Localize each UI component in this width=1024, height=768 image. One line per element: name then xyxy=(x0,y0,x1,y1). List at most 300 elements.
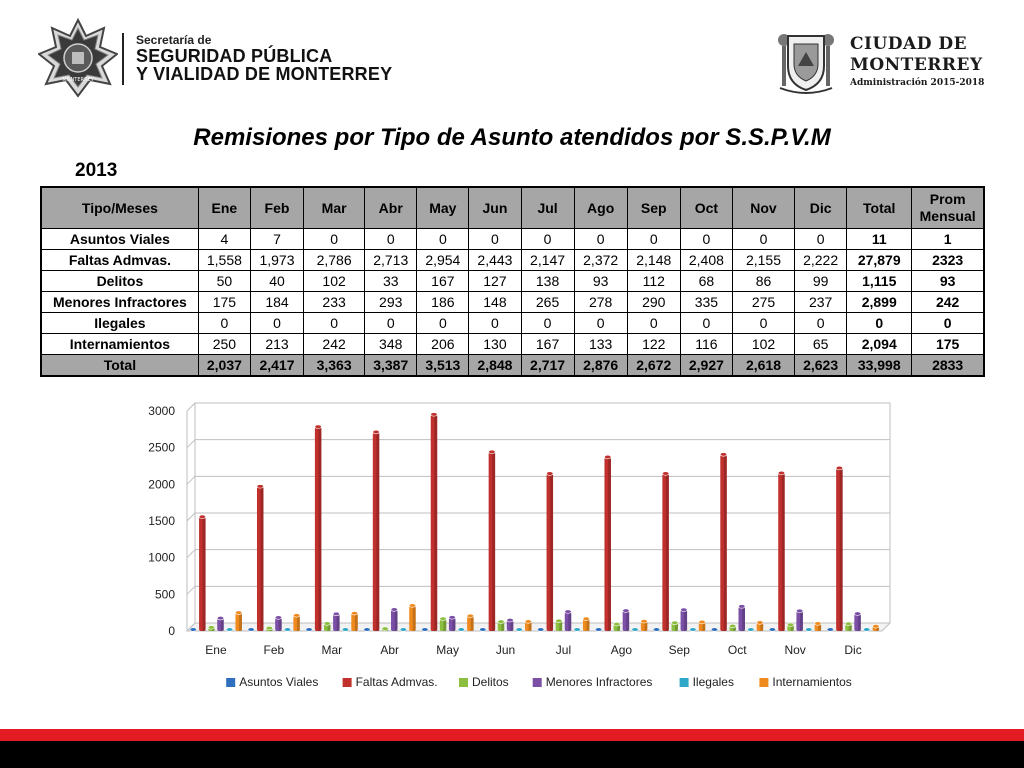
bar-shade xyxy=(626,611,629,631)
bar-cap xyxy=(324,622,331,626)
bar-cap xyxy=(489,450,496,454)
bar-internamientos-abr xyxy=(409,604,416,631)
month-value-cell: 0 xyxy=(365,313,417,334)
bar-cap xyxy=(351,611,358,615)
prom-mensual-cell: 175 xyxy=(912,334,984,355)
table-header-cell: Feb xyxy=(250,187,303,229)
bar-internamientos-feb xyxy=(293,614,300,631)
bar-delitos-nov xyxy=(787,623,794,631)
gridline-diag xyxy=(187,403,195,411)
table-total-row xyxy=(41,355,984,377)
table-row xyxy=(41,229,984,250)
month-value-cell: 293 xyxy=(365,292,417,313)
month-value-cell: 138 xyxy=(521,271,574,292)
bar-cap xyxy=(440,617,447,621)
month-value-cell: 184 xyxy=(250,292,303,313)
table-header-cell: Jun xyxy=(469,187,521,229)
bar-faltas-admvas--jul xyxy=(547,472,554,631)
bar-asuntos-viales-feb xyxy=(248,628,255,632)
row-label-cell: Ilegales xyxy=(41,313,198,334)
bar-internamientos-sep xyxy=(699,620,706,631)
bar-menores-infractores-nov xyxy=(796,609,803,631)
month-value-cell: 175 xyxy=(198,292,250,313)
total-cell: 2,094 xyxy=(847,334,912,355)
x-tick-label: Mar xyxy=(321,643,343,657)
bar-cap xyxy=(778,471,785,475)
bar-delitos-feb xyxy=(266,626,273,631)
bar-cap xyxy=(873,624,880,628)
legend-swatch xyxy=(533,678,542,687)
bar-asuntos-viales-mar xyxy=(306,628,313,632)
bar-cap xyxy=(199,515,206,519)
table-header-cell: Mar xyxy=(304,187,365,229)
legend-swatch xyxy=(759,678,768,687)
bar-cap xyxy=(190,628,197,632)
bar-cap xyxy=(266,626,273,630)
month-value-cell: 233 xyxy=(304,292,365,313)
bar-cap xyxy=(293,614,300,618)
legend-label: Asuntos Viales xyxy=(239,675,319,689)
legend-swatch xyxy=(680,678,689,687)
bar-shade xyxy=(666,473,669,631)
bar-cap xyxy=(845,622,852,626)
bar-menores-infractores-ene xyxy=(217,616,224,631)
bar-faltas-admvas--jun xyxy=(489,450,496,631)
secretaria-line2: Y VIALIDAD DE MONTERREY xyxy=(136,64,393,84)
bar-cap xyxy=(827,628,834,632)
month-value-cell: 3,513 xyxy=(417,355,469,377)
row-label-cell: Asuntos Viales xyxy=(41,229,198,250)
month-value-cell: 0 xyxy=(732,229,794,250)
row-label-cell: Delitos xyxy=(41,271,198,292)
bar-menores-infractores-mar xyxy=(333,612,340,631)
y-tick-label: 500 xyxy=(154,587,175,602)
bar-menores-infractores-jun xyxy=(507,618,514,631)
footer-red-stripe xyxy=(0,729,1024,741)
bar-cap xyxy=(806,628,813,632)
month-value-cell: 65 xyxy=(795,334,847,355)
footer-black-band xyxy=(0,741,1024,768)
x-tick-label: Oct xyxy=(727,643,747,657)
table-row xyxy=(41,271,984,292)
bar-cap xyxy=(787,623,794,627)
bar-cap xyxy=(690,628,697,632)
month-value-cell: 3,387 xyxy=(365,355,417,377)
bar-asuntos-viales-ene xyxy=(190,628,197,632)
bar-cap xyxy=(498,620,505,624)
prom-mensual-cell: 0 xyxy=(912,313,984,334)
month-value-cell: 265 xyxy=(521,292,574,313)
month-value-cell: 0 xyxy=(198,313,250,334)
bar-cap xyxy=(217,616,224,620)
bar-shade xyxy=(261,486,264,631)
bar-ilegales-mar xyxy=(342,628,349,632)
bar-cap xyxy=(604,455,611,459)
bar-cap xyxy=(226,628,233,632)
bar-cap xyxy=(480,628,487,632)
police-star-badge-logo xyxy=(38,18,118,98)
month-value-cell: 102 xyxy=(732,334,794,355)
bar-cap xyxy=(275,616,282,620)
table-header-cell: Abr xyxy=(365,187,417,229)
bar-cap xyxy=(641,619,648,623)
bar-cap xyxy=(431,413,438,417)
ciudad-admin-text: Administración 2015-2018 xyxy=(850,78,985,88)
month-value-cell: 2,623 xyxy=(795,355,847,377)
month-value-cell: 0 xyxy=(680,313,732,334)
prom-mensual-cell: 1 xyxy=(912,229,984,250)
bar-delitos-mar xyxy=(324,622,331,631)
month-value-cell: 7 xyxy=(250,229,303,250)
x-tick-label: Nov xyxy=(784,643,806,657)
month-value-cell: 0 xyxy=(574,313,627,334)
month-value-cell: 2,717 xyxy=(521,355,574,377)
bar-cap xyxy=(565,610,572,614)
bar-cap xyxy=(854,612,861,616)
month-value-cell: 2,417 xyxy=(250,355,303,377)
bar-cap xyxy=(467,614,474,618)
bar-shade xyxy=(800,611,803,631)
month-value-cell: 122 xyxy=(627,334,680,355)
month-value-cell: 0 xyxy=(469,313,521,334)
month-value-cell: 127 xyxy=(469,271,521,292)
bar-cap xyxy=(863,628,870,632)
page-title: Remisiones por Tipo de Asunto atendidos por S.S.P.V.M xyxy=(193,124,831,151)
bar-shade xyxy=(608,457,611,631)
table-row xyxy=(41,250,984,271)
legend-label: Menores Infractores xyxy=(545,675,653,689)
bar-cap xyxy=(556,619,563,623)
bar-cap xyxy=(671,621,678,625)
month-value-cell: 40 xyxy=(250,271,303,292)
table-header-cell: Oct xyxy=(680,187,732,229)
bar-cap xyxy=(382,627,389,631)
total-cell: 11 xyxy=(847,229,912,250)
ciudad-line2: MONTERREY xyxy=(850,55,983,75)
bar-shade xyxy=(337,614,340,631)
bar-cap xyxy=(516,628,523,632)
month-value-cell: 102 xyxy=(304,271,365,292)
month-value-cell: 2,848 xyxy=(469,355,521,377)
table-header-cell: Prom Mensual xyxy=(912,187,984,229)
month-value-cell: 2,954 xyxy=(417,250,469,271)
bar-faltas-admvas--oct xyxy=(720,453,727,631)
month-value-cell: 0 xyxy=(574,229,627,250)
total-cell: 33,998 xyxy=(847,355,912,377)
bar-cap xyxy=(257,485,264,489)
bar-internamientos-jul xyxy=(583,617,590,631)
bar-shade xyxy=(297,615,300,631)
bar-internamientos-ene xyxy=(235,611,242,631)
bar-menores-infractores-ago xyxy=(623,609,630,631)
month-value-cell: 4 xyxy=(198,229,250,250)
bar-delitos-ene xyxy=(208,626,215,631)
bar-shade xyxy=(782,473,785,631)
month-value-cell: 186 xyxy=(417,292,469,313)
y-tick-label: 2000 xyxy=(148,477,175,492)
bar-cap xyxy=(235,611,242,615)
ciudad-line1: CIUDAD DE xyxy=(850,34,968,54)
bar-asuntos-viales-jul xyxy=(537,628,544,632)
month-value-cell: 2,713 xyxy=(365,250,417,271)
month-value-cell: 167 xyxy=(417,271,469,292)
bar-shade xyxy=(724,454,727,631)
month-value-cell: 86 xyxy=(732,271,794,292)
bar-asuntos-viales-oct xyxy=(711,628,718,632)
bar-cap xyxy=(537,628,544,632)
y-tick-label: 1000 xyxy=(148,550,175,565)
bar-cap xyxy=(525,620,532,624)
month-value-cell: 0 xyxy=(365,229,417,250)
bar-asuntos-viales-may xyxy=(422,628,429,632)
month-value-cell: 68 xyxy=(680,271,732,292)
table-row xyxy=(41,292,984,313)
bar-cap xyxy=(653,628,660,632)
month-value-cell: 133 xyxy=(574,334,627,355)
total-cell: 27,879 xyxy=(847,250,912,271)
bar-delitos-may xyxy=(440,617,447,631)
bar-shade xyxy=(239,613,242,631)
month-value-cell: 0 xyxy=(469,229,521,250)
bar-shade xyxy=(413,605,416,631)
legend-swatch xyxy=(226,678,235,687)
bar-cap xyxy=(208,626,215,630)
bar-cap xyxy=(614,622,621,626)
bar-ilegales-jul xyxy=(574,628,581,632)
bar-ilegales-dic xyxy=(863,628,870,632)
bar-shade xyxy=(471,616,474,631)
month-value-cell: 1,558 xyxy=(198,250,250,271)
month-value-cell: 148 xyxy=(469,292,521,313)
table-header-cell: Total xyxy=(847,187,912,229)
month-value-cell: 0 xyxy=(732,313,794,334)
month-value-cell: 206 xyxy=(417,334,469,355)
prom-mensual-cell: 2833 xyxy=(912,355,984,377)
table-row xyxy=(41,334,984,355)
month-value-cell: 1,973 xyxy=(250,250,303,271)
year-label: 2013 xyxy=(75,160,118,181)
bar-cap xyxy=(422,628,429,632)
bar-cap xyxy=(595,628,602,632)
bar-delitos-dic xyxy=(845,622,852,631)
x-tick-label: Ago xyxy=(610,643,633,657)
bar-cap xyxy=(632,628,639,632)
month-value-cell: 278 xyxy=(574,292,627,313)
table-header-cell: Dic xyxy=(795,187,847,229)
prom-mensual-cell: 242 xyxy=(912,292,984,313)
bar-shade xyxy=(684,610,687,631)
month-value-cell: 2,155 xyxy=(732,250,794,271)
row-label-cell: Total xyxy=(41,355,198,377)
bar-cap xyxy=(342,628,349,632)
bar-faltas-admvas--mar xyxy=(315,425,322,631)
month-value-cell: 290 xyxy=(627,292,680,313)
month-value-cell: 2,408 xyxy=(680,250,732,271)
month-value-cell: 2,618 xyxy=(732,355,794,377)
bar-cap xyxy=(720,453,727,457)
row-label-cell: Faltas Admvas. xyxy=(41,250,198,271)
bar-faltas-admvas--dic xyxy=(836,466,843,631)
bar-shade xyxy=(550,474,553,631)
bar-internamientos-ago xyxy=(641,619,648,631)
bar-cap xyxy=(458,628,465,632)
x-tick-label: Feb xyxy=(263,643,285,657)
month-value-cell: 0 xyxy=(304,313,365,334)
bar-shade xyxy=(395,610,398,631)
table-header-cell: Nov xyxy=(732,187,794,229)
legend-label: Ilegales xyxy=(692,675,734,689)
table-header-cell: May xyxy=(417,187,469,229)
gridline-diag xyxy=(187,586,195,594)
bar-cap xyxy=(547,472,554,476)
month-value-cell: 0 xyxy=(417,313,469,334)
month-value-cell: 2,927 xyxy=(680,355,732,377)
bar-cap xyxy=(739,605,746,609)
month-value-cell: 0 xyxy=(795,229,847,250)
y-tick-label: 0 xyxy=(168,624,175,638)
y-tick-label: 3000 xyxy=(148,404,175,418)
bar-faltas-admvas--feb xyxy=(257,485,264,631)
bar-delitos-sep xyxy=(671,621,678,631)
bar-ilegales-oct xyxy=(748,628,755,632)
month-value-cell: 167 xyxy=(521,334,574,355)
bar-shade xyxy=(318,427,321,631)
bar-ilegales-may xyxy=(458,628,465,632)
bar-shade xyxy=(434,414,437,631)
bar-shade xyxy=(858,614,861,631)
month-value-cell: 2,148 xyxy=(627,250,680,271)
secretaria-small-text: Secretaría de xyxy=(136,33,212,47)
row-label-cell: Menores Infractores xyxy=(41,292,198,313)
badge-text: MONTERREY xyxy=(62,77,94,83)
bar-cap xyxy=(681,608,688,612)
x-tick-label: Dic xyxy=(844,643,862,657)
bar-delitos-oct xyxy=(729,624,736,631)
bar-shade xyxy=(355,613,358,631)
month-value-cell: 2,222 xyxy=(795,250,847,271)
bar-cap xyxy=(391,608,398,612)
legend-label: Delitos xyxy=(472,675,509,689)
bar-faltas-admvas--ene xyxy=(199,515,206,631)
bar-cap xyxy=(364,628,371,632)
month-value-cell: 2,443 xyxy=(469,250,521,271)
month-value-cell: 2,372 xyxy=(574,250,627,271)
month-value-cell: 2,672 xyxy=(627,355,680,377)
bar-ilegales-feb xyxy=(284,628,291,632)
bar-cap xyxy=(315,425,322,429)
x-tick-label: Abr xyxy=(380,643,400,657)
bar-cap xyxy=(409,604,416,608)
bar-cap xyxy=(757,621,764,625)
month-value-cell: 237 xyxy=(795,292,847,313)
gridline-diag xyxy=(187,440,195,448)
bar-faltas-admvas--nov xyxy=(778,471,785,631)
bar-ilegales-nov xyxy=(806,628,813,632)
table-header-cell: Ago xyxy=(574,187,627,229)
total-cell: 0 xyxy=(847,313,912,334)
bar-cap xyxy=(284,628,291,632)
bar-shade xyxy=(568,612,571,631)
bar-internamientos-oct xyxy=(757,621,764,631)
bar-cap xyxy=(248,628,255,632)
month-value-cell: 0 xyxy=(521,229,574,250)
bar-ilegales-sep xyxy=(690,628,697,632)
bar-cap xyxy=(507,618,514,622)
month-value-cell: 2,786 xyxy=(304,250,365,271)
bar-shade xyxy=(742,606,745,631)
bar-shade xyxy=(376,432,379,631)
table-header-row xyxy=(41,187,984,229)
legend-label: Faltas Admvas. xyxy=(355,675,438,689)
table-row xyxy=(41,313,984,334)
bar-internamientos-may xyxy=(467,614,474,631)
month-value-cell: 275 xyxy=(732,292,794,313)
bar-menores-infractores-abr xyxy=(391,608,398,631)
bar-menores-infractores-feb xyxy=(275,616,282,631)
bar-cap xyxy=(574,628,581,632)
bar-shade xyxy=(203,517,206,631)
bar-internamientos-mar xyxy=(351,611,358,631)
y-tick-label: 2500 xyxy=(148,440,175,455)
bar-cap xyxy=(662,472,669,476)
bar-cap xyxy=(815,622,822,626)
bar-asuntos-viales-abr xyxy=(364,628,371,632)
bar-faltas-admvas--may xyxy=(431,413,438,631)
bar-faltas-admvas--sep xyxy=(662,472,669,631)
bar-cap xyxy=(729,624,736,628)
bar-faltas-admvas--abr xyxy=(373,430,380,631)
bar-menores-infractores-dic xyxy=(854,612,861,631)
remisiones-table xyxy=(40,186,985,377)
bar-delitos-jun xyxy=(498,620,505,631)
total-cell: 1,115 xyxy=(847,271,912,292)
month-value-cell: 0 xyxy=(521,313,574,334)
table-header-cell: Tipo/Meses xyxy=(41,187,198,229)
bar-cap xyxy=(583,617,590,621)
bar-asuntos-viales-jun xyxy=(480,628,487,632)
secretaria-line1: SEGURIDAD PÚBLICA xyxy=(136,46,333,66)
x-tick-label: Jul xyxy=(555,643,572,657)
month-value-cell: 93 xyxy=(574,271,627,292)
bar-menores-infractores-oct xyxy=(739,605,746,631)
month-value-cell: 250 xyxy=(198,334,250,355)
month-value-cell: 2,876 xyxy=(574,355,627,377)
legend-swatch xyxy=(459,678,468,687)
month-value-cell: 50 xyxy=(198,271,250,292)
bar-cap xyxy=(623,609,630,613)
gridline-diag xyxy=(187,476,195,484)
bar-cap xyxy=(306,628,313,632)
bar-asuntos-viales-nov xyxy=(769,628,776,632)
month-value-cell: 2,037 xyxy=(198,355,250,377)
monterrey-coat-of-arms-logo xyxy=(774,26,838,96)
bar-ilegales-ago xyxy=(632,628,639,632)
bar-cap xyxy=(699,620,706,624)
bar-ilegales-ene xyxy=(226,628,233,632)
secretaria-title-block xyxy=(122,33,392,85)
month-value-cell: 348 xyxy=(365,334,417,355)
bar-menores-infractores-sep xyxy=(681,608,688,631)
month-value-cell: 33 xyxy=(365,271,417,292)
month-value-cell: 335 xyxy=(680,292,732,313)
bar-ilegales-abr xyxy=(400,628,407,632)
month-value-cell: 99 xyxy=(795,271,847,292)
month-value-cell: 0 xyxy=(627,229,680,250)
table-header-cell: Sep xyxy=(627,187,680,229)
legend-label: Internamientos xyxy=(772,675,852,689)
bar-cap xyxy=(373,430,380,434)
ciudad-title-block xyxy=(850,34,984,88)
